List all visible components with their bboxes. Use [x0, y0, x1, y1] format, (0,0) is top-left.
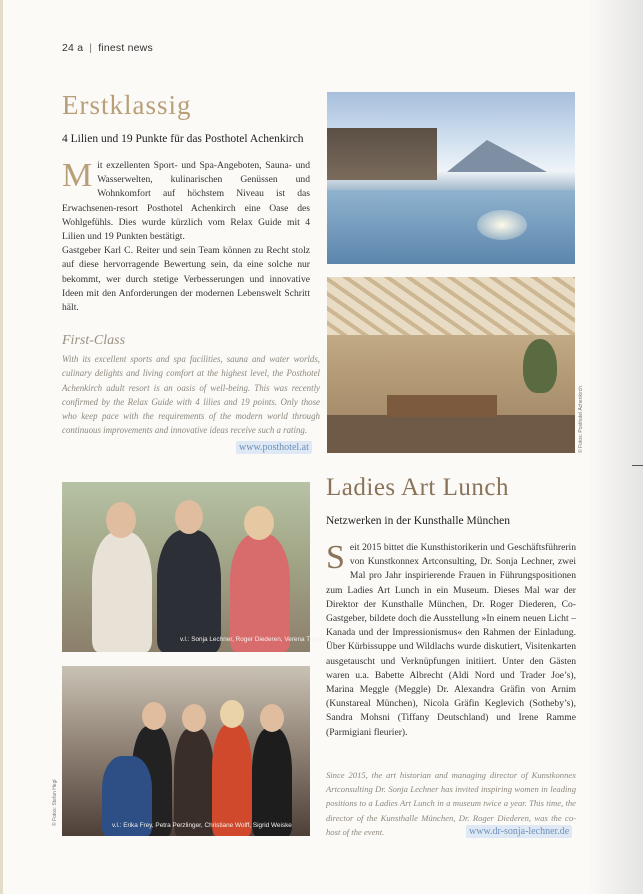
person-head: [142, 702, 166, 730]
person-figure: [252, 728, 292, 836]
article2-body: [326, 541, 576, 740]
person-figure: [174, 728, 214, 836]
article2-title: Ladies Art Lunch: [326, 474, 509, 501]
page-number: 24 a: [62, 42, 84, 54]
person-head: [220, 700, 244, 728]
article1-english-heading: First-Class: [62, 333, 126, 348]
section-name: finest news: [98, 42, 153, 54]
article1-title: Erstklassig: [62, 90, 192, 120]
article2-body-text: eit 2015 bittet die Kunsthistorikerin und Geschäftsführerin von Kunstkonnex Artconsulting, Dr. Sonja Lechner, zwei Mal pro Jahr inspirierende Frauen in Führungspositionen zum Ladies Art Lunch in ein Museum. Dieses Mal war der Direktor der Kunsthalle München, Dr. Roger Diederen, Co-Gastgeber, bildete doch die Ausstellung »In einem neuen Licht – Kanada und der Impressionismus« den Rahmen der Einladung. Über Kürbissuppe und Wildlachs wurde diskutiert, Visitenkarten ausgetauscht und Verknüpfungen initiiert. Unter den Gästen waren u.a. Babette Albrecht (Aldi Nord und Trader Joe’s), Marina Meggle (Meggle) Dr. Alexandra Gräfin von Arnim (Kunstareal München), Nicola Gräfin Keglevich (Sotheby’s), Sandra Mohsni (Tiffany Deutschland) und Irene Ramme (Parmigiani fleurier).: [326, 542, 576, 738]
wood-ceiling-shape: [327, 277, 575, 335]
posthotel-link[interactable]: www.posthotel.at: [236, 441, 312, 454]
plant-shape: [523, 339, 557, 393]
person-figure: [92, 532, 152, 652]
floor-shape: [327, 415, 575, 453]
person-figure: [157, 530, 221, 652]
person-head: [175, 500, 203, 534]
photo-credit-2: © Fotos: Stefan Hegl: [52, 779, 58, 826]
sun-glow-shape: [477, 210, 527, 240]
person-head: [244, 506, 274, 540]
spa-pool-photo: [327, 92, 575, 264]
article1-subtitle: 4 Lilien und 19 Punkte für das Posthotel Achenkirch: [62, 133, 304, 145]
pool-water-shape: [327, 190, 575, 264]
person-head: [182, 704, 206, 732]
page-gutter-shadow: [587, 0, 643, 894]
photo-caption-1: v.l.: Sonja Lechner, Roger Diederen, Verena Tröger: [180, 636, 325, 643]
page-folio: 24 a | finest news: [62, 42, 153, 54]
group-photo-2: [62, 666, 310, 836]
article1-dropcap: M: [62, 157, 93, 194]
person-figure: [212, 724, 252, 836]
dr-sonja-lechner-link[interactable]: www.dr-sonja-lechner.de: [466, 825, 572, 838]
photo-caption-2: v.l.: Erika Frey, Petra Perzlinger, Christiane Wolff, Sigrid Weiske: [112, 822, 292, 829]
article1-english-body: With its excellent sports and spa facilities, sauna and water worlds, culinary delights and living comfort at the highest level, the Posthotel Achenkirch adult resort is an oasis of well-being. This was recently confirmed by the Relax Guide with 4 lilies and 19 points. Only those who keep pace with the requirements of the modern world through continuous improvements and innovative ideas receive such a rating.: [62, 354, 320, 436]
article2-subtitle: Netzwerken in der Kunsthalle München: [326, 515, 510, 527]
photo-credit-1: © Fotos: Posthotel Achenkirch: [578, 385, 584, 453]
article2-english-body: Since 2015, the art historian and managing director of Kunstkonnex Artconsulting Dr. Sonja Lechner has invited inspiring women in leading positions to a Ladies Art Lunch in a museum twice a year. This time, the director of the Kunsthalle München, Dr. Roger Diederen, was the co-host of the event.: [326, 770, 576, 837]
article2-dropcap: S: [326, 539, 345, 576]
page-edge-rule: [0, 0, 3, 894]
article1-body-text: it exzellenten Sport- und Spa-Angeboten, Sauna- und Wasserwelten, kulinarischen Genüssen und Wohnkomfort auf höchstem Niveau ist das Erwachsenen-resort Posthotel Achenkirch eine Oase des Wohlgefühls. Dies wurde kürzlich vom Relax Guide mit 4 Lilien und 19 Punkten bestätigt.: [62, 160, 310, 243]
edge-tick-mark: [632, 465, 643, 466]
hotel-building-shape: [327, 128, 437, 180]
person-head: [106, 502, 136, 538]
article1-body-text-2: Gastgeber Karl C. Reiter und sein Team können zu Recht stolz auf diese hervorragende Bewertung sein, da eine solche nur bekommt, wer durch stetige Verbesserungen und innovative Ideen mit den Anforderungen der modernen Lebenswelt Schritt hält.: [62, 245, 310, 314]
article1-body: [62, 159, 310, 315]
person-head: [260, 704, 284, 732]
group-photo-1: [62, 482, 325, 652]
table-shape: [387, 395, 497, 417]
person-figure: [230, 534, 290, 652]
mountain-shape: [447, 140, 547, 172]
restaurant-interior-photo: [327, 277, 575, 453]
